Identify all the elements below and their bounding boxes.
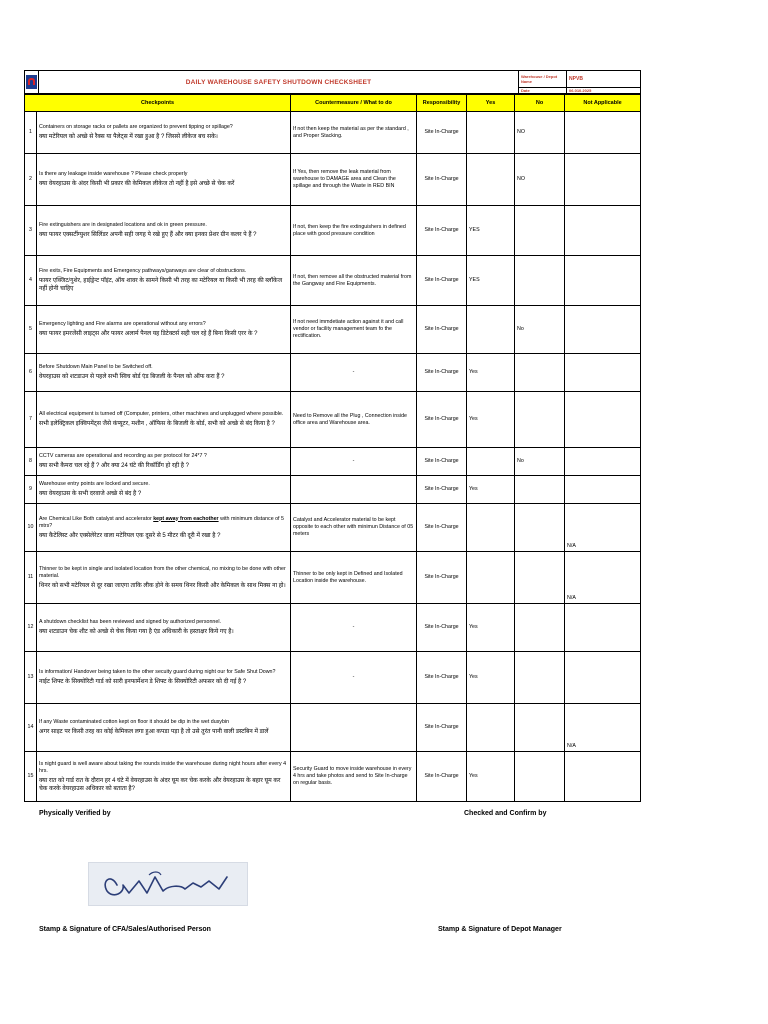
not-applicable-cell [565, 392, 641, 448]
checkpoint-cell [37, 504, 291, 552]
responsibility-cell: Site In-Charge [417, 752, 467, 802]
yes-cell [467, 448, 515, 476]
no-cell [515, 206, 565, 256]
header-table [24, 70, 641, 94]
table-row [25, 476, 641, 504]
checkpoint-english: All electrical equipment is turned off (Computer, printers, other machines and unplugged where possible. [39, 411, 284, 417]
countermeasure-cell: Need to Remove all the Plug , Connection inside office area and Warehouse area. [291, 392, 417, 448]
checkpoint-english-part: Are Chemical Like Both catalyst and accelerator [39, 515, 154, 522]
checkpoint-english: A shutdown checklist has been reviewed and signed by authorized personnel. [39, 619, 221, 625]
checkpoint-hindi: नाईट शिफ्ट के सिक्योरिटी गार्ड को सारी इनफार्मेशन डे शिफ्ट के सिक्योरिटी अफसर को दी गई है ? [39, 679, 247, 685]
checkpoint-cell [37, 604, 291, 652]
checkpoint-hindi: क्या मटेरियल को अच्छे से रैक्स या पैलेट्स में रखा हुआ है ? जिससे लीकेज बच सके। [39, 134, 218, 140]
checkpoint-hindi: क्या सभी कैमरा चल रहे हैं ? और क्या 24 घंटे की रिकॉर्डिंग हो रही है ? [39, 463, 190, 469]
row-number: 10 [25, 504, 37, 552]
countermeasure-cell: Thinner to be only kept in Defined and Isolated Location inside the warehouse. [291, 552, 417, 604]
checkpoint-english: Fire extinguishers are in designated locations and ok in green pressure. [39, 222, 207, 228]
table-row [25, 504, 641, 552]
row-number: 2 [25, 154, 37, 206]
col-not-applicable: Not Applicable [565, 95, 641, 112]
row-number: 12 [25, 604, 37, 652]
checkpoint-english: If any Waste contaminated cotton kept on floor it should be dip in the wet dusybin [39, 719, 230, 725]
countermeasure-cell: - [291, 448, 417, 476]
table-row [25, 206, 641, 256]
not-applicable-cell: N/A [565, 504, 641, 552]
col-yes: Yes [467, 95, 515, 112]
checkpoint-cell [37, 652, 291, 704]
checkpoint-hindi: अगर साइट पर किसी तरह का कोई केमिकल लगा हुआ कपडा पड़ा है तो उसे तुरंत पानी वाली डस्टबिन में डालें [39, 729, 269, 735]
yes-cell: YES [467, 256, 515, 306]
row-number: 1 [25, 112, 37, 154]
row-number: 9 [25, 476, 37, 504]
not-applicable-cell [565, 752, 641, 802]
checkpoint-hindi: क्या फायर इमरजेंसी लाइट्स और फायर अलार्म पैनल यह डिटेक्टर्स सही चल रहे हैं बिना किसी एरर के ? [39, 331, 258, 337]
responsibility-cell: Site In-Charge [417, 704, 467, 752]
not-applicable-cell [565, 448, 641, 476]
checkpoint-english: Emergency lighting and Fire alarms are operational without any errors? [39, 321, 206, 327]
yes-cell: Yes [467, 392, 515, 448]
checkpoint-cell [37, 256, 291, 306]
col-countermeasure: Countermeasure / What to do [291, 95, 417, 112]
countermeasure-cell: If not then keep the material as per the standard , and Proper Stacking. [291, 112, 417, 154]
checkpoint-hindi: क्या वेयरहाउस के सभी दरवाजे अच्छे से बंद है ? [39, 491, 142, 497]
checkpoint-cell [37, 552, 291, 604]
not-applicable-cell [565, 604, 641, 652]
checkpoint-hindi: फायर एक्जिट/गुशेर, हाईड्रेन्ट पॉइंट, ऑय शावर के सामने किसी भी तरह का मटेरियल या किसी भी तरह की ब्लॉकेज नहीं होनी चाहिए [39, 278, 283, 292]
no-cell: NO [515, 112, 565, 154]
checkpoint-cell [37, 392, 291, 448]
responsibility-cell: Site In-Charge [417, 604, 467, 652]
not-applicable-cell [565, 112, 641, 154]
yes-cell: Yes [467, 354, 515, 392]
checkpoint-english: Before Shutdown Main Panel to be Switched off. [39, 364, 153, 370]
responsibility-cell: Site In-Charge [417, 354, 467, 392]
logo-icon [26, 75, 37, 89]
countermeasure-cell: - [291, 652, 417, 704]
page-title: DAILY WAREHOUSE SAFETY SHUTDOWN CHECKSHEET [39, 71, 519, 94]
checkpoint-english-part: with minimum distance of 5 mtrs? [39, 515, 284, 529]
table-row [25, 306, 641, 354]
signature-image [88, 862, 248, 906]
not-applicable-cell [565, 154, 641, 206]
responsibility-cell: Site In-Charge [417, 552, 467, 604]
not-applicable-cell [565, 206, 641, 256]
checkpoint-hindi: क्या फायर एक्सटींग्युशर सिलिंडर अपनी सही जगह पे रखे हुए हैं और क्या इनका प्रेशर ग्रीन कलर पे हैं ? [39, 232, 257, 238]
checkpoint-table [24, 94, 641, 802]
checkpoint-hindi: क्या कैटेलिस्ट और एक्सेलेरेटर वाला मटेरियल एक दूसरे से 5 मीटर की दूरी में रखा है ? [39, 532, 221, 539]
warehouse-label: Warehouse / Depot Name [519, 71, 567, 88]
not-applicable-cell [565, 306, 641, 354]
countermeasure-cell: If Yes, then remove the leak material from warehouse to DAMAGE area and Clean the spillage and through the Waste in RED BIN [291, 154, 417, 206]
countermeasure-cell: Security Guard to move inside warehouse in every 4 hrs and take photos and send to Site In-charge on regular basis. [291, 752, 417, 802]
yes-cell [467, 112, 515, 154]
no-cell [515, 552, 565, 604]
yes-cell [467, 504, 515, 552]
checked-confirm-label: Checked and Confirm by [464, 810, 547, 817]
checkpoint-hindi: सभी इलेक्ट्रिकल इक्विपमेंट्स जैसे कंप्यूटर, मशीन , ऑफिस के बिजली के बोर्ड, सभी को अच्छे से बंद किया है ? [39, 421, 275, 427]
col-no: No [515, 95, 565, 112]
checkpoint-cell [37, 112, 291, 154]
checkpoint-english: Warehouse entry points are locked and secure. [39, 481, 150, 487]
date-value: 06.010.2025 [567, 88, 641, 94]
yes-cell: Yes [467, 604, 515, 652]
table-row [25, 154, 641, 206]
no-cell [515, 652, 565, 704]
no-cell [515, 256, 565, 306]
responsibility-cell: Site In-Charge [417, 448, 467, 476]
checkpoint-english [39, 516, 288, 530]
table-row [25, 256, 641, 306]
countermeasure-cell [291, 704, 417, 752]
not-applicable-cell [565, 652, 641, 704]
yes-cell [467, 306, 515, 354]
table-row [25, 392, 641, 448]
countermeasure-cell: If not, then remove all the obstructed material from the Gangway and Fire Equipments. [291, 256, 417, 306]
checkpoint-hindi: क्या वेयरहाउस के अंदर किसी भी प्रकार की केमिकल लीकेज तो नहीं है इसे अच्छे से चेक करें [39, 181, 235, 187]
column-header-row [25, 95, 641, 112]
yes-cell [467, 552, 515, 604]
checkpoint-english: CCTV cameras are operational and recording as per protocol for 24*7 ? [39, 453, 207, 459]
responsibility-cell: Site In-Charge [417, 652, 467, 704]
not-applicable-cell [565, 354, 641, 392]
checkpoint-cell [37, 306, 291, 354]
checkpoint-english: Thinner to be kept in single and isolated location from the other chemical, no mixing to be done with other material. [39, 565, 286, 579]
checkpoint-english: Is information/ Handover being taken to the other secuity guard during night our for Safe Shut Down? [39, 669, 276, 675]
countermeasure-cell: If not, then keep the fire extinguishers in defined place with good pressure condition [291, 206, 417, 256]
checkpoint-cell [37, 354, 291, 392]
row-number: 13 [25, 652, 37, 704]
countermeasure-cell: - [291, 354, 417, 392]
table-row [25, 448, 641, 476]
stamp-left-label: Stamp & Signature of CFA/Sales/Authorised Person [39, 926, 211, 933]
col-responsibility: Responsibility [417, 95, 467, 112]
table-row [25, 752, 641, 802]
row-number: 4 [25, 256, 37, 306]
yes-cell [467, 704, 515, 752]
responsibility-cell: Site In-Charge [417, 392, 467, 448]
yes-cell: Yes [467, 752, 515, 802]
checkpoint-hindi: वेयरहाउस को शटडाउन से पहले सभी स्विच बोर्ड एंड बिजली के पैनल को ऑफ करा हैं ? [39, 374, 225, 380]
checkpoint-cell [37, 154, 291, 206]
row-number: 8 [25, 448, 37, 476]
checkpoint-english: Is night guard is well aware about taking the rounds inside the warehouse during night hours after every 4 hrs. [39, 760, 287, 774]
table-row [25, 112, 641, 154]
not-applicable-cell [565, 256, 641, 306]
yes-cell: Yes [467, 652, 515, 704]
checkpoint-english: Is there any leakage inside warehouse ? Please check properly [39, 171, 188, 177]
countermeasure-cell: If not need immdetiate action against it and call vendor or facility management team fo the rectification. [291, 306, 417, 354]
not-applicable-cell: N/A [565, 704, 641, 752]
responsibility-cell: Site In-Charge [417, 306, 467, 354]
checkpoint-cell [37, 448, 291, 476]
table-row [25, 652, 641, 704]
checkpoint-english-emphasis: kept away from eachother [153, 515, 219, 522]
responsibility-cell: Site In-Charge [417, 476, 467, 504]
checkpoint-cell [37, 704, 291, 752]
row-number: 7 [25, 392, 37, 448]
responsibility-cell: Site In-Charge [417, 112, 467, 154]
row-number: 6 [25, 354, 37, 392]
date-label: Date [519, 88, 567, 94]
table-row [25, 552, 641, 604]
no-cell [515, 752, 565, 802]
warehouse-value: NPVB [567, 71, 641, 88]
table-row [25, 354, 641, 392]
no-cell [515, 504, 565, 552]
countermeasure-cell: Catalyst and Accelerator material to be kept opposite to each other with minimun Distance of 05 meters [291, 504, 417, 552]
not-applicable-cell [565, 476, 641, 504]
no-cell [515, 704, 565, 752]
no-cell [515, 476, 565, 504]
physically-verified-label: Physically Verified by [39, 810, 111, 817]
checksheet [24, 70, 640, 802]
no-cell [515, 604, 565, 652]
no-cell [515, 354, 565, 392]
yes-cell: Yes [467, 476, 515, 504]
responsibility-cell: Site In-Charge [417, 256, 467, 306]
responsibility-cell: Site In-Charge [417, 206, 467, 256]
not-applicable-cell: N/A [565, 552, 641, 604]
company-logo [25, 71, 39, 94]
row-number: 3 [25, 206, 37, 256]
no-cell: NO [515, 154, 565, 206]
checkpoint-cell [37, 752, 291, 802]
col-checkpoints: Checkpoints [25, 95, 291, 112]
row-number: 11 [25, 552, 37, 604]
yes-cell: YES [467, 206, 515, 256]
stamp-right-label: Stamp & Signature of Depot Manager [438, 926, 562, 933]
countermeasure-cell: - [291, 604, 417, 652]
no-cell [515, 392, 565, 448]
row-number: 5 [25, 306, 37, 354]
checkpoint-hindi: क्या शटडाउन चेक शीट को अच्छे से चेक किया गया है एंड अधिकारी के हस्ताक्षर किये गए है। [39, 629, 234, 635]
checkpoint-cell [37, 206, 291, 256]
table-row [25, 604, 641, 652]
checkpoint-hindi: क्या रात को गार्ड रात के दौरान हर 4 घंटे में वेयरहाउस के अंदर घूम कर चेक करके और वेयरहाउस के बहार घूम कर चेक करके वेयरहाउस अधिकार को बताता है? [39, 777, 281, 792]
countermeasure-cell [291, 476, 417, 504]
responsibility-cell: Site In-Charge [417, 504, 467, 552]
checkpoint-english: Containers on storage racks or pallets are organized to prevent tipping or spillage? [39, 124, 233, 130]
no-cell: No [515, 306, 565, 354]
row-number: 14 [25, 704, 37, 752]
no-cell: No [515, 448, 565, 476]
row-number: 15 [25, 752, 37, 802]
checkpoint-hindi: थिनर को सभी मटेरियल से दूर रखा जाएगा ताकि लीक होने के समय थिनर किसी और केमिकल के साथ मिक्स ना हो। [39, 582, 286, 589]
checkpoint-cell [37, 476, 291, 504]
checkpoint-english: Fire exits, Fire Equipments and Emergency pathways/ganways are clear of obstructions. [39, 268, 247, 274]
responsibility-cell: Site In-Charge [417, 154, 467, 206]
yes-cell [467, 154, 515, 206]
table-row [25, 704, 641, 752]
